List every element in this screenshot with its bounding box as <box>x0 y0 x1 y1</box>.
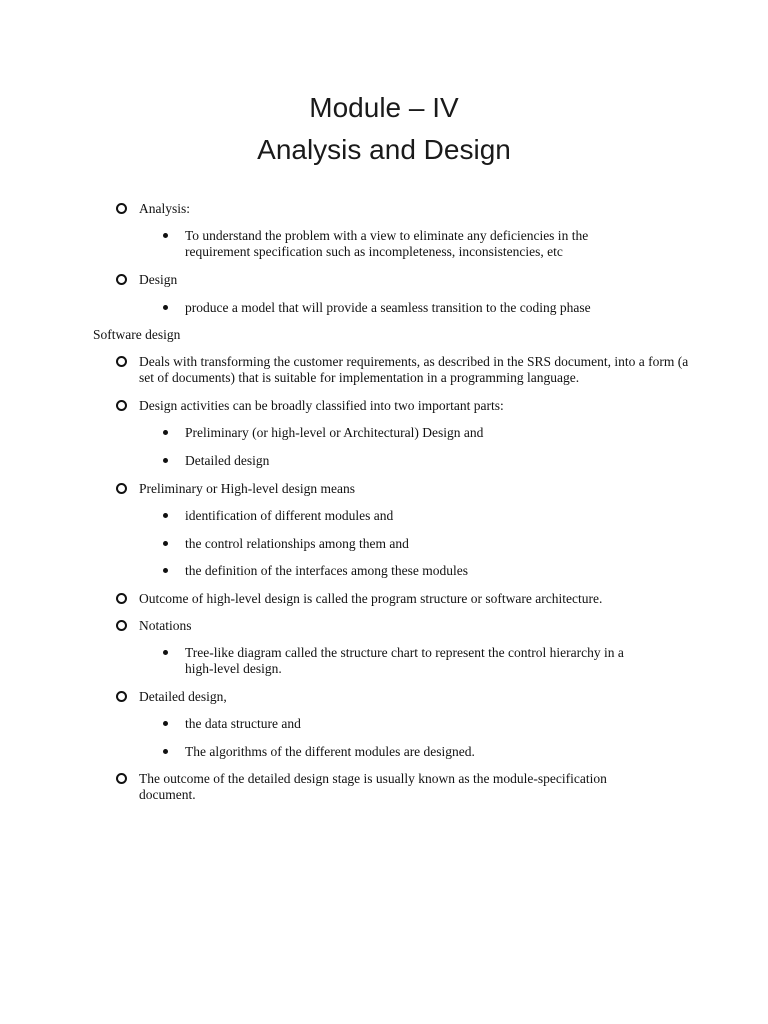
control-relationships-item: the control relationships among them and <box>185 536 409 551</box>
bullet-dot-icon <box>163 458 168 463</box>
bullet-dot-icon <box>163 233 168 238</box>
outcome-high-level-item: Outcome of high-level design is called the program structure or software architecture. <box>139 591 603 606</box>
data-structure-item: the data structure and <box>185 716 301 731</box>
bullet-dot-icon <box>163 749 168 754</box>
hollow-circle-bullet-icon <box>116 773 127 784</box>
hollow-circle-bullet-icon <box>116 620 127 631</box>
bullet-dot-icon <box>163 721 168 726</box>
design-heading: Design <box>139 272 178 287</box>
software-design-heading: Software design <box>93 327 181 342</box>
design-detail: produce a model that will provide a seamless transition to the coding phase <box>185 300 591 315</box>
activities-item: Design activities can be broadly classified into two important parts: <box>139 398 504 413</box>
hollow-circle-bullet-icon <box>116 593 127 604</box>
bullet-dot-icon <box>163 541 168 546</box>
algorithms-item: The algorithms of the different modules are designed. <box>185 744 475 759</box>
identification-item: identification of different modules and <box>185 508 394 523</box>
bullet-dot-icon <box>163 568 168 573</box>
preliminary-means-item: Preliminary or High-level design means <box>139 481 355 496</box>
page-title-analysis-design: Analysis and Design <box>257 134 511 165</box>
deals-item: Deals with transforming the customer requirements, as described in the SRS document, into a form (a set of documents) that is suitable for implementation in a programming language. <box>139 354 689 385</box>
preliminary-arch-item: Preliminary (or high-level or Architectural) Design and <box>185 425 484 440</box>
bullet-dot-icon <box>163 513 168 518</box>
hollow-circle-bullet-icon <box>116 356 127 367</box>
hollow-circle-bullet-icon <box>116 691 127 702</box>
analysis-detail: To understand the problem with a view to eliminate any deficiencies in the requirement specification such as incompleteness, inconsistencies, etc <box>185 228 589 259</box>
bullet-dot-icon <box>163 430 168 435</box>
detailed-design-item: Detailed design, <box>139 689 227 704</box>
outcome-detailed-item: The outcome of the detailed design stage is usually known as the module-specification document. <box>139 771 607 802</box>
detailed-design-subitem: Detailed design <box>185 453 270 468</box>
hollow-circle-bullet-icon <box>116 400 127 411</box>
bullet-dot-icon <box>163 305 168 310</box>
analysis-heading: Analysis: <box>139 201 191 216</box>
page-title-module: Module – IV <box>309 92 459 123</box>
tree-like-item: Tree-like diagram called the structure chart to represent the control hierarchy in a high-level design. <box>185 645 624 676</box>
hollow-circle-bullet-icon <box>116 203 127 214</box>
bullet-dot-icon <box>163 650 168 655</box>
hollow-circle-bullet-icon <box>116 274 127 285</box>
hollow-circle-bullet-icon <box>116 483 127 494</box>
definition-item: the definition of the interfaces among these modules <box>185 563 469 578</box>
notations-item: Notations <box>139 618 192 633</box>
